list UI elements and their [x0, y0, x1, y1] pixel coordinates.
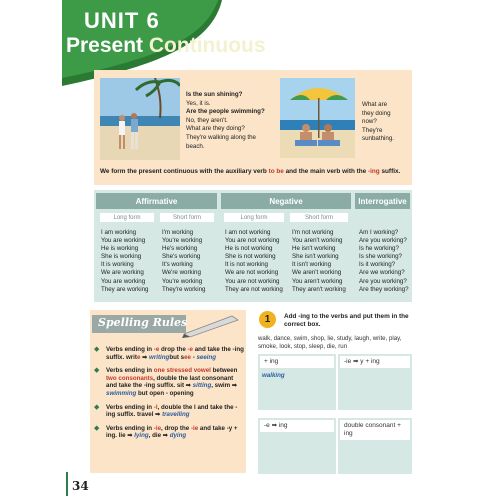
- sunbathing-photo: [280, 78, 355, 158]
- rule-text-part: one stressed vowel: [153, 367, 211, 375]
- header-interrogative: Interrogative: [355, 193, 410, 209]
- box-header-ie-y-ing: -ie ➡ y + ing: [340, 356, 410, 368]
- page-title: [66, 34, 266, 58]
- column-negative-short: [292, 229, 346, 294]
- rule-text-part: travelling: [162, 411, 190, 419]
- table-cell: It is working: [101, 261, 134, 269]
- rule-text-part: -l: [153, 403, 158, 411]
- table-cell: Is she working?: [359, 253, 402, 261]
- subheader-negative-short: Short form: [290, 213, 348, 222]
- rule-text-part: -e: [153, 346, 160, 353]
- table-cell: He is working: [101, 245, 139, 253]
- dialog-line: Is the sun shining?: [186, 91, 243, 98]
- table-cell: She is working: [101, 253, 142, 261]
- rule-text-part: and take the -ing suffix. writ: [106, 346, 244, 361]
- rule-text-part: but s: [169, 353, 185, 361]
- subheader-affirmative-long: Long form: [100, 213, 154, 222]
- rule-text-part: drop the: [159, 346, 188, 353]
- table-cell: You aren't working: [292, 277, 343, 285]
- table-cell: They're working: [162, 285, 206, 293]
- table-cell: I am not working: [225, 229, 271, 236]
- table-cell: I'm not working: [292, 229, 334, 236]
- table-cell: He's working: [162, 245, 198, 253]
- box-answer-walking: walking: [262, 372, 285, 379]
- table-cell: I'm working: [162, 229, 194, 236]
- rule-text-part: between: [210, 367, 238, 375]
- table-cell: Are you working?: [359, 277, 407, 285]
- rule-text-suffix: suffix.: [379, 168, 401, 175]
- spelling-rule-item: [94, 367, 244, 397]
- dialog-line: sunbathing.: [362, 135, 394, 143]
- spelling-rule-item: [94, 346, 244, 361]
- dialog-line: now?: [362, 118, 377, 126]
- dialog-line: What are: [362, 101, 388, 108]
- rule-text-part: , die ➡: [148, 432, 170, 440]
- box-header-double-consonant: double consonant + ing: [340, 420, 410, 440]
- dialog-beach-walking: [186, 91, 265, 151]
- table-cell: Is it working?: [359, 261, 396, 269]
- rule-highlight-ing: -ing: [367, 168, 380, 175]
- dialog-sunbathing: [362, 101, 394, 144]
- rule-text-part: swimming: [106, 389, 137, 397]
- rule-text-part: e: [136, 353, 141, 361]
- dialog-line: No, they aren't.: [186, 116, 228, 124]
- box-header-e-ing: -e ➡ ing: [260, 420, 334, 432]
- beach-walking-photo: [100, 78, 180, 160]
- rule-text-part: Verbs ending in: [106, 367, 154, 375]
- bullet-diamond-icon: ◆: [94, 403, 100, 411]
- column-interrogative: [359, 229, 409, 294]
- column-negative-long: [225, 229, 283, 294]
- dialog-line: What are they doing?: [186, 125, 245, 133]
- spelling-rule-item: [94, 404, 244, 419]
- rule-text-part: writing: [149, 353, 170, 361]
- rule-text-part: two consonants: [106, 374, 154, 382]
- table-cell: They aren't working: [292, 285, 346, 293]
- formation-rule: [100, 168, 410, 175]
- exercise-word-list: walk, dance, swim, shop, lie, study, laugh, write, play, smoke, look, stop, sleep, die, run: [258, 335, 402, 350]
- rule-text-mid: and the main verb with the: [283, 168, 368, 175]
- spelling-rules-list: [94, 346, 244, 446]
- rule-text-part: , drop the: [161, 424, 191, 432]
- table-cell: He is not working: [225, 245, 273, 253]
- bullet-diamond-icon: ◆: [94, 346, 100, 353]
- page-number: 34: [72, 479, 89, 493]
- table-cell: Is he working?: [359, 245, 399, 253]
- table-cell: You are not working: [225, 277, 280, 285]
- dialog-line: They're: [362, 126, 383, 134]
- header-negative: Negative: [221, 193, 351, 209]
- rule-text-part: -ie: [190, 424, 199, 432]
- rule-text-part: , double the l and take the -ing suffix. travel ➡: [106, 403, 238, 419]
- header-affirmative: Affirmative: [96, 193, 217, 209]
- dialog-line: They're walking along the: [186, 133, 256, 141]
- rule-text-part: -: [190, 353, 197, 361]
- rule-text-part: seeing: [196, 353, 217, 361]
- rule-text-part: lying: [134, 432, 149, 440]
- table-cell: It's working: [162, 261, 193, 269]
- page-number-bar: [66, 472, 68, 496]
- dialog-line: they doing: [362, 109, 391, 117]
- table-cell: She's working: [162, 253, 201, 261]
- rule-text-part: , swim ➡: [211, 382, 238, 390]
- table-cell: We aren't working: [292, 269, 342, 277]
- table-cell: They are working: [101, 285, 149, 293]
- rule-text-part: ee: [184, 353, 191, 361]
- table-cell: It is not working: [225, 261, 268, 269]
- table-cell: We are not working: [225, 269, 279, 277]
- exercise-number: 1: [259, 311, 276, 328]
- rule-text-part: Verbs ending in: [106, 403, 154, 411]
- table-cell: You are working: [101, 237, 146, 245]
- pen-icon: [182, 312, 242, 338]
- rule-text-part: , double the last consonant and take the -ing suffix. sit ➡: [106, 374, 234, 390]
- rule-text-part: dying: [169, 432, 187, 440]
- table-cell: They are not working: [225, 285, 283, 293]
- subheader-negative-long: Long form: [224, 213, 284, 222]
- table-cell: You are not working: [225, 237, 280, 245]
- title-word-continuous: Continuous: [148, 34, 266, 57]
- table-cell: She isn't working: [292, 253, 339, 261]
- exercise-instruction: Add -ing to the verbs and put them in the correct box.: [284, 313, 409, 328]
- table-cell: Am I working?: [359, 229, 399, 236]
- spelling-rules-title: Spelling Rules: [98, 316, 188, 329]
- rule-text-part: -ie: [153, 424, 162, 432]
- unit-label: UNIT 6: [84, 8, 160, 33]
- rule-text-part: -e: [187, 346, 194, 353]
- rule-text: We form the present continuous with the auxiliary verb: [100, 168, 269, 175]
- table-cell: I am working: [101, 229, 137, 236]
- dialog-line: Are the people swimming?: [186, 108, 265, 116]
- table-cell: You're working: [162, 277, 203, 285]
- spelling-rule-item: [94, 425, 244, 440]
- rule-text-part: sitting: [192, 382, 212, 390]
- column-affirmative-short: [162, 229, 205, 294]
- rule-text-part: Verbs ending in: [106, 346, 154, 353]
- table-cell: You're working: [162, 237, 203, 245]
- dialog-line: beach.: [186, 142, 205, 150]
- subheader-affirmative-short: Short form: [160, 213, 214, 222]
- box-header-ing: + ing: [260, 356, 334, 368]
- table-cell: He isn't working: [292, 245, 336, 253]
- rule-text-part: but open - opening: [136, 389, 194, 397]
- rule-highlight-to-be: to be: [268, 168, 284, 175]
- rule-text-part: and take -y + ing. lie ➡: [106, 424, 238, 440]
- table-cell: Are we working?: [359, 269, 405, 277]
- table-cell: You are working: [101, 277, 146, 285]
- rule-text-part: Verbs ending in: [106, 424, 154, 432]
- table-cell: We are working: [101, 269, 144, 277]
- table-cell: Are you working?: [359, 237, 407, 245]
- bullet-diamond-icon: ◆: [94, 424, 100, 432]
- title-word-present: Present: [66, 34, 144, 57]
- column-affirmative-long: [101, 229, 148, 294]
- table-cell: It isn't working: [292, 261, 332, 269]
- table-cell: Are they working?: [359, 285, 409, 293]
- table-cell: We're working: [162, 269, 201, 277]
- rule-text-part: ➡: [140, 353, 150, 361]
- bullet-diamond-icon: ◆: [94, 367, 100, 375]
- dialog-line: Yes, it is.: [186, 99, 211, 107]
- table-cell: She is not working: [225, 253, 276, 261]
- table-cell: You aren't working: [292, 237, 343, 245]
